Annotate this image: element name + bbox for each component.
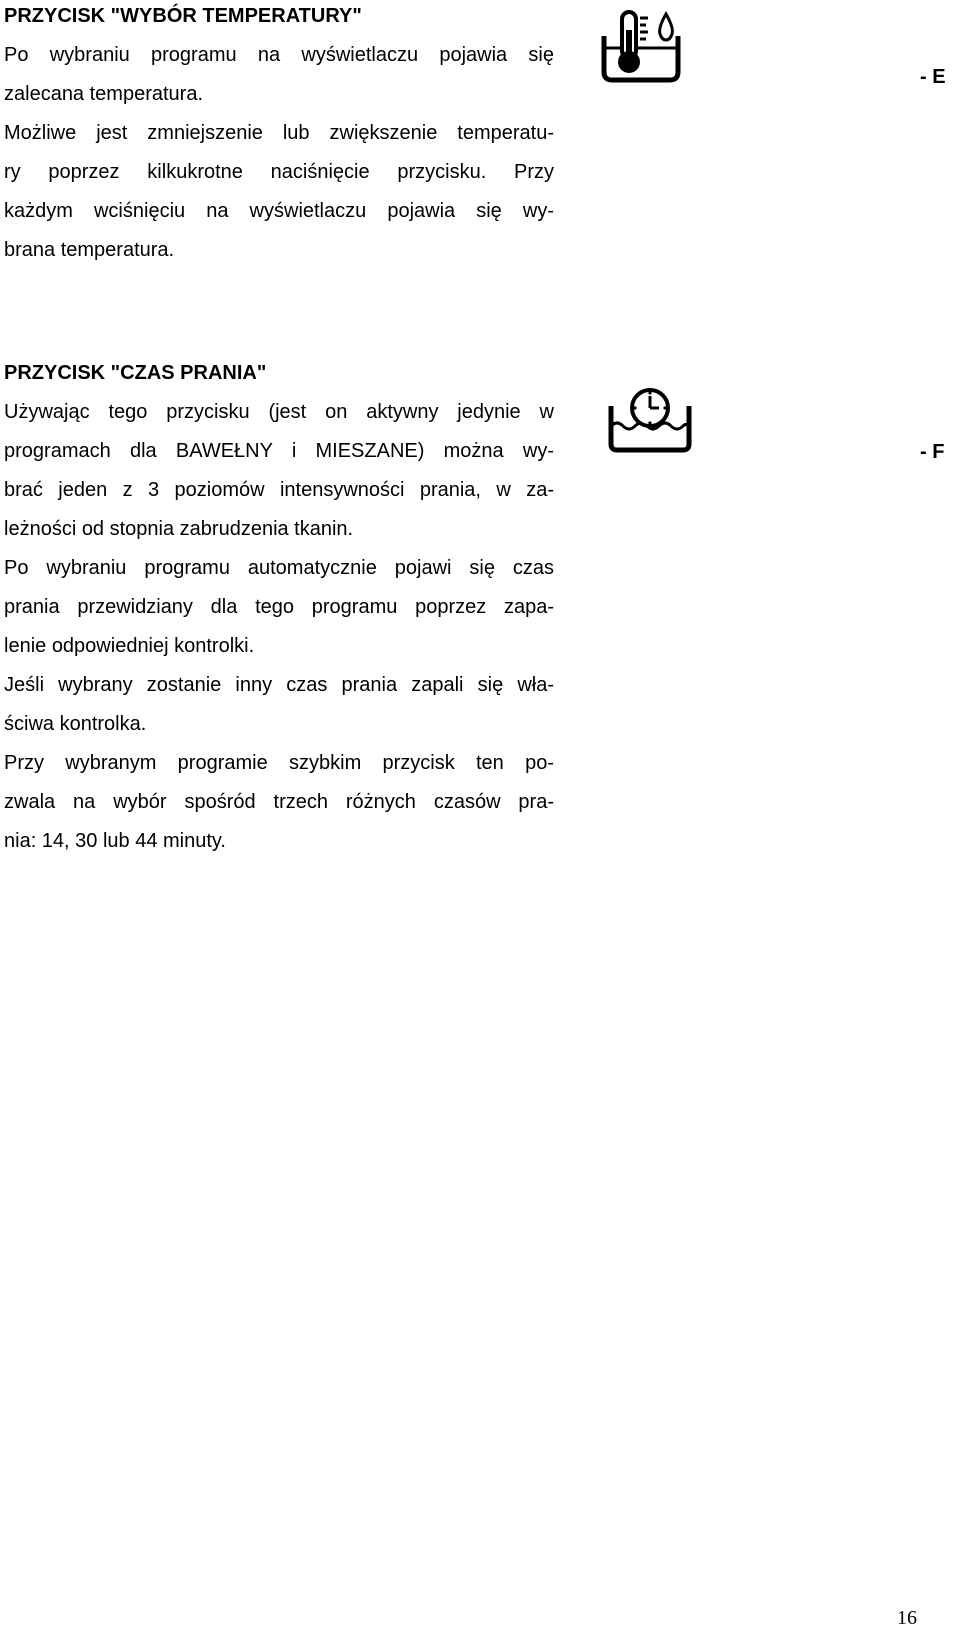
section-e-heading: PRZYCISK "WYBÓR TEMPERATURY" bbox=[4, 5, 362, 27]
section-f-line: zwala na wybór spośród trzech różnych czasów pra- bbox=[4, 791, 554, 813]
clock-basin-icon bbox=[607, 386, 693, 456]
section-e-line: Możliwe jest zmniejszenie lub zwiększenie temperatu- bbox=[4, 122, 554, 144]
section-e-line: brana temperatura. bbox=[4, 239, 175, 261]
section-f-line: Po wybraniu programu automatycznie pojawi się czas bbox=[4, 557, 554, 579]
section-f-line: Przy wybranym programie szybkim przycisk ten po- bbox=[4, 752, 554, 774]
section-f-line: nia: 14, 30 lub 44 minuty. bbox=[4, 830, 226, 852]
section-f-line: ściwa kontrolka. bbox=[4, 713, 147, 735]
thermometer-basin-icon bbox=[600, 8, 684, 84]
section-f-line: programach dla BAWEŁNY i MIESZANE) można wy- bbox=[4, 440, 554, 462]
section-f-line: brać jeden z 3 poziomów intensywności prania, w za- bbox=[4, 479, 554, 501]
section-e-line: Po wybraniu programu na wyświetlaczu pojawia się bbox=[4, 44, 554, 66]
section-f-line: prania przewidziany dla tego programu poprzez zapa- bbox=[4, 596, 554, 618]
section-f-heading: PRZYCISK "CZAS PRANIA" bbox=[4, 362, 267, 384]
section-e-line: każdym wciśnięciu na wyświetlaczu pojawia się wy- bbox=[4, 200, 554, 222]
section-f-line: Używając tego przycisku (jest on aktywny jedynie w bbox=[4, 401, 554, 423]
page-number: 16 bbox=[897, 1607, 917, 1629]
section-f-label: - F bbox=[920, 441, 945, 463]
section-f-line: leżności od stopnia zabrudzenia tkanin. bbox=[4, 518, 354, 540]
section-e-line: ry poprzez kilkukrotne naciśnięcie przycisku. Przy bbox=[4, 161, 554, 183]
section-f-line: lenie odpowiedniej kontrolki. bbox=[4, 635, 255, 657]
section-e-line: zalecana temperatura. bbox=[4, 83, 204, 105]
section-f-line: Jeśli wybrany zostanie inny czas prania zapali się wła- bbox=[4, 674, 554, 696]
section-e-label: - E bbox=[920, 66, 946, 88]
